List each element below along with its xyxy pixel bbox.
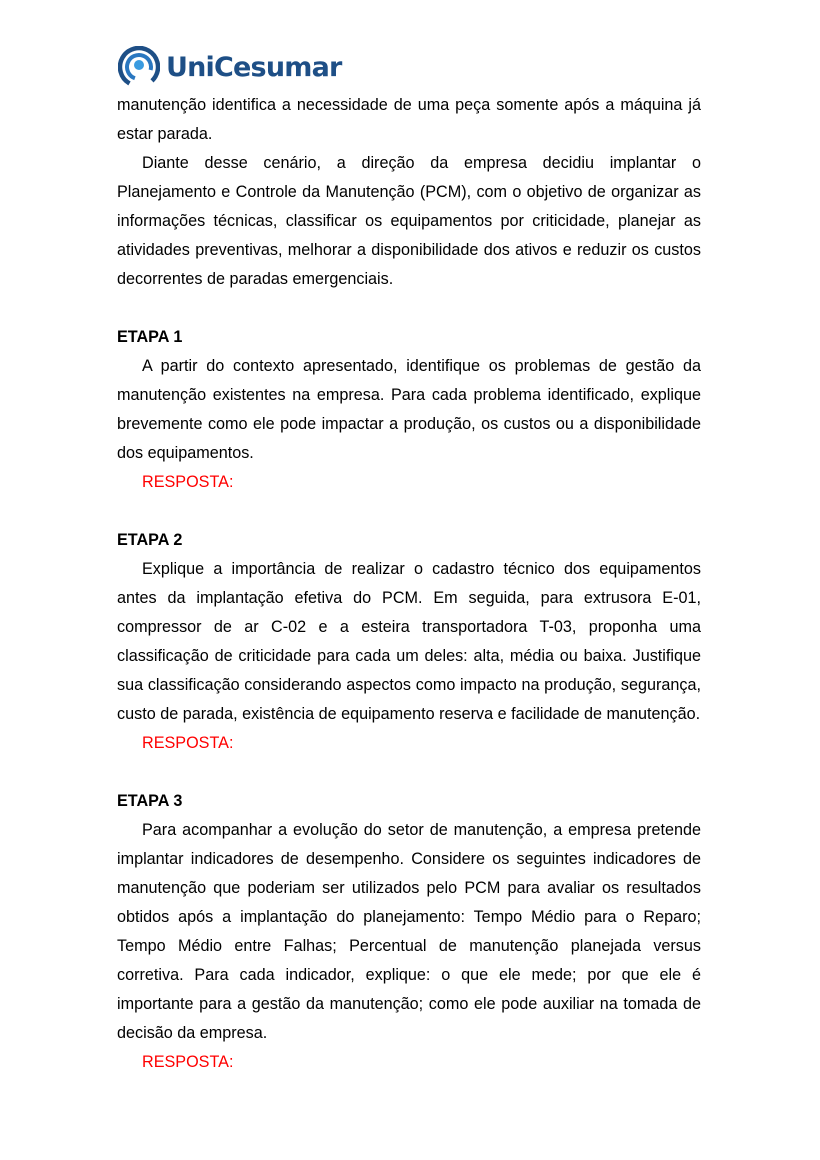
intro-continued-paragraph: manutenção identifica a necessidade de uma peça somente após a máquina já estar parada. <box>117 96 701 143</box>
etapa-1-title: ETAPA 1 <box>117 328 183 346</box>
spacer <box>117 497 701 526</box>
etapa-3-answer-label: RESPOSTA: <box>142 1053 234 1071</box>
etapa-1-text: A partir do contexto apresentado, identifique os problemas de gestão da manutenção existentes na empresa. Para cada problema identificado, explique brevemente como ele pode impactar a produção, os custos ou a disponibilidade dos equipamentos. <box>117 357 701 462</box>
logo-cesumar: Cesumar <box>214 51 342 83</box>
page-header <box>118 44 342 90</box>
spacer <box>117 294 701 323</box>
logo-uni: Uni <box>166 51 215 83</box>
spacer <box>117 758 701 787</box>
etapa-1-answer-label: RESPOSTA: <box>142 473 234 491</box>
etapa-2-text: Explique a importância de realizar o cadastro técnico dos equipamentos antes da implantação efetiva do PCM. Em seguida, para extrusora E-01, compressor de ar C-02 e a esteira transportadora T-03, proponha uma classificação de criticidade para cada um deles: alta, média ou baixa. Justifique sua classificação considerando aspectos como impacto na produção, segurança, custo de parada, existência de equipamento reserva e facilidade de manutenção. <box>117 560 701 723</box>
etapa-3-title: ETAPA 3 <box>117 792 183 810</box>
etapa-2-answer-label: RESPOSTA: <box>142 734 234 752</box>
etapa-2-title: ETAPA 2 <box>117 531 183 549</box>
etapa-3-text: Para acompanhar a evolução do setor de manutenção, a empresa pretende implantar indicadores de desempenho. Considere os seguintes indicadores de manutenção que poderiam ser utilizados pelo PCM para avaliar os resultados obtidos após a implantação do planejamento: Tempo Médio para o Reparo; Tempo Médio entre Falhas; Percentual de manutenção planejada versus corretiva. Para cada indicador, explique: o que ele mede; por que ele é importante para a gestão da manutenção; como ele pode auxiliar na tomada de decisão da empresa. <box>117 821 701 1042</box>
document-body <box>117 91 701 1077</box>
logo-wordmark <box>166 51 342 83</box>
unicesumar-logo-icon <box>118 46 160 88</box>
intro-paragraph: Diante desse cenário, a direção da empresa decidiu implantar o Planejamento e Controle da Manutenção (PCM), com o objetivo de organizar as informações técnicas, classificar os equipamentos por criticidade, planejar as atividades preventivas, melhorar a disponibilidade dos ativos e reduzir os custos decorrentes de paradas emergenciais. <box>117 154 701 288</box>
